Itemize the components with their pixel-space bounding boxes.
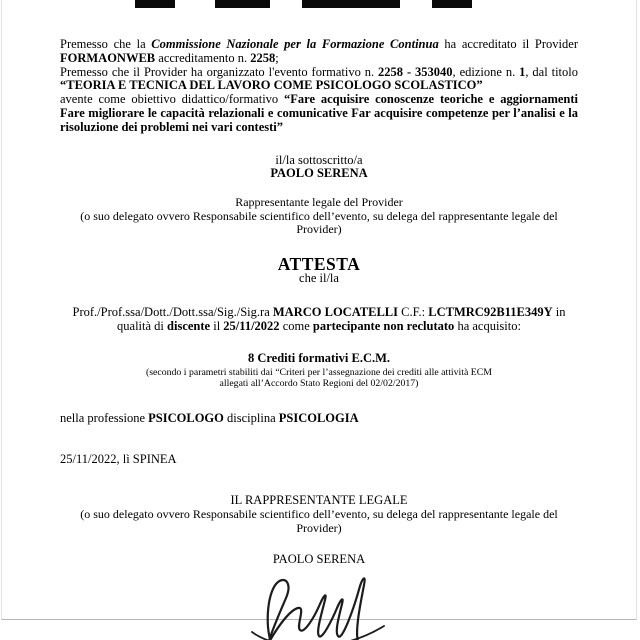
credits-title: 8 Crediti formativi E.C.M. (247, 350, 391, 365)
rappresentante-line1: Rappresentante legale del Provider (235, 195, 403, 210)
premesso-2-text: , dal titolo (525, 64, 578, 79)
discente-text: C.F.: (398, 305, 429, 320)
participation-type: partecipante non reclutato (312, 319, 455, 334)
premesso-paragraphs (60, 38, 578, 135)
professione-text: nella professione (60, 410, 149, 425)
evento-title: “TEORIA E TECNICA DEL LAVORO COME PSICOLOGO SCOLASTICO” (60, 78, 483, 93)
signature-image (234, 568, 404, 640)
professione-line (60, 412, 578, 426)
premesso-2-text: Premesso che il Provider ha organizzato l'evento formativo n. (60, 64, 379, 79)
credits-note (60, 367, 578, 389)
legale-block (60, 494, 578, 566)
premesso-1-text: ha accreditato il Provider (438, 37, 578, 51)
commissione-name: Commissione Nazionale per la Formazione Continua (151, 37, 439, 51)
legale-name: PAOLO SERENA (272, 551, 366, 566)
premesso-2-text: , edizione n. (452, 64, 520, 79)
date-place-line: 25/11/2022, lì SPINEA (60, 452, 177, 467)
discente-text: come (279, 319, 313, 334)
legale-title: IL RAPPRESENTANTE LEGALE (230, 493, 408, 508)
edizione-number: 1 (519, 64, 526, 79)
provider-name: FORMAONWEB (60, 50, 156, 65)
discente-text: in qualità di (117, 305, 566, 334)
credits-note-line1: (secondo i parametri stabiliti dai “Criteri per l’assegnazione dei crediti alle attività ECM (145, 366, 493, 378)
accreditamento-number: 2258 (250, 50, 276, 65)
discente-text: Prof./Prof.ssa/Dott./Dott.ssa/Sig./Sig.ra (72, 305, 273, 320)
participant-name: MARCO LOCATELLI (272, 305, 399, 320)
discente-text: ha acquisito: (454, 319, 521, 334)
disciplina-value: PSICOLOGIA (278, 410, 359, 425)
legale-sub: (o suo delegato ovvero Responsabile scientifico dell’evento, su delega del rappresentante legale del Provider) (80, 507, 558, 535)
obiettivo-description: “Fare acquisire conoscenze teoriche e aggiornamenti Fare migliorare le capacità relazionali e comunicative Far acquisire competenze per l’analisi e la risoluzione dei problemi nei vari contesti” (60, 92, 578, 134)
premesso-1-text: ; (275, 50, 279, 65)
rappresentante-block (60, 196, 578, 237)
sottoscritto-label: il/la sottoscritto/a (275, 152, 363, 167)
signature-block (60, 568, 578, 640)
codice-fiscale: LCTMRC92B11E349Y (428, 305, 553, 320)
premesso-1-text: accreditamento n. (155, 50, 251, 65)
professione-value: PSICOLOGO (148, 410, 224, 425)
qualita-label: discente (167, 319, 211, 334)
document-body (2, 0, 636, 640)
discente-text: il (210, 319, 224, 334)
event-date: 25/11/2022 (223, 319, 280, 334)
evento-number: 2258 - 353040 (378, 64, 453, 79)
che-il-la-label: che il/la (299, 271, 339, 286)
professione-text: disciplina (223, 410, 279, 425)
obiettivo-text: avente come obiettivo didattico/formativo (60, 92, 285, 107)
credits-note-line2: allegati all’Accordo Stato Regioni del 02/02/2017) (219, 377, 419, 389)
page-sheet (1, 0, 637, 620)
attesta-heading: ATTESTA (277, 253, 361, 274)
sottoscritto-name: PAOLO SERENA (270, 166, 368, 181)
sottoscritto-block (60, 154, 578, 182)
discente-paragraph (60, 306, 578, 334)
premesso-1-text: Premesso che la (60, 37, 152, 51)
rappresentante-line2: (o suo delegato ovvero Responsabile scientifico dell’evento, su delega del rappresentante legale del Provider) (80, 208, 558, 237)
